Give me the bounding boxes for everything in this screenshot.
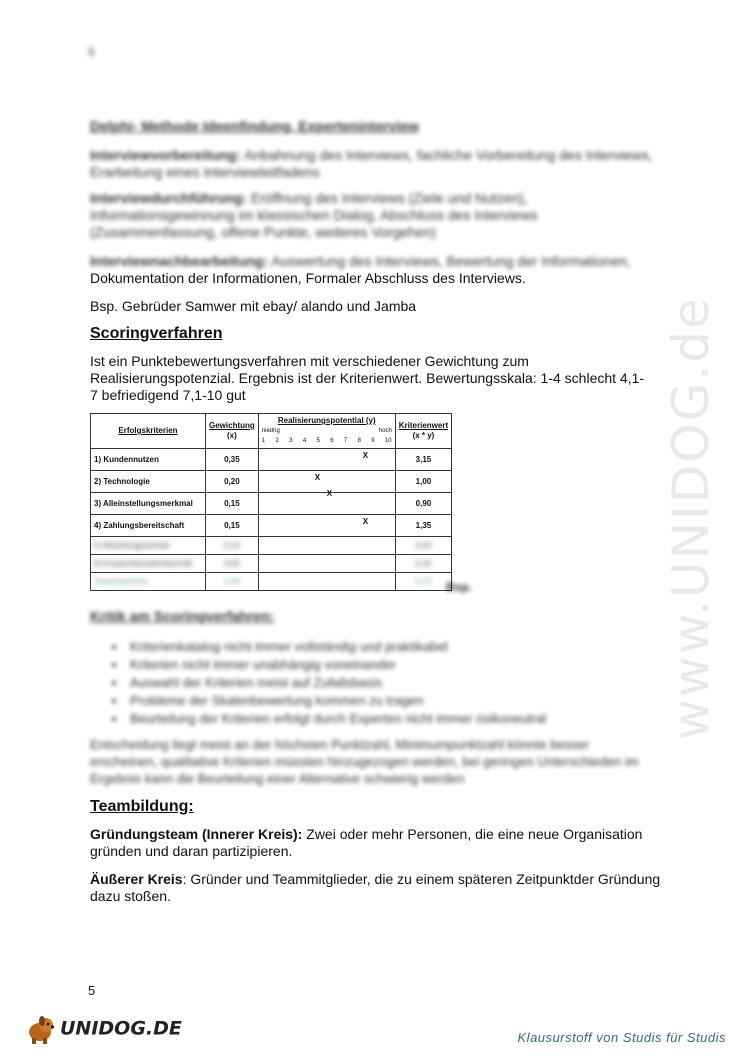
delphi-p2-text: Eröffnung des Interviews (Ziele und Nutzen), Informationsgewinnung im klassischen Dialog, Abschluss des Interviews (Zusammenfassung, offene Punkte, weiteres Vorgehen) [90, 190, 538, 240]
table-row-blurred [91, 537, 452, 555]
delphi-p2-label: Interviewdurchführung: [90, 190, 248, 206]
criterion-potential [258, 489, 395, 515]
criterion-value: 1,35 [395, 515, 451, 537]
footer-brand [24, 1012, 182, 1046]
footer-tagline: Klausurstoff von Studis für Studis [517, 1030, 726, 1045]
criterion-weight: 0,15 [206, 515, 259, 537]
table-row [91, 449, 452, 471]
list-item-text: Probleme der Skalenbewertung kommen zu tragen [130, 693, 424, 708]
col-header-gewichtung-sub: (x) [227, 431, 237, 440]
list-item [112, 656, 652, 674]
delphi-p3-label: Interviewnachbearbeitung: [90, 253, 269, 269]
scoring-heading: Scoringverfahren [90, 325, 223, 342]
col-header-gewichtung [206, 414, 259, 449]
bullet-icon [112, 645, 116, 649]
criterion-potential [258, 537, 395, 555]
criterion-weight: 0,20 [206, 471, 259, 493]
list-item [112, 710, 652, 728]
table-caption: Bsp. [446, 580, 473, 594]
bullet-icon [112, 663, 116, 667]
criterion-name: 4) Zahlungsbereitschaft [91, 515, 206, 537]
delphi-heading: Delphi- Methode Ideenfindung, Experteninterview [90, 118, 420, 134]
criterion-name: 6) Kooperationsbereitschaft [91, 555, 206, 573]
scale-numbers [262, 436, 392, 446]
list-item [112, 674, 652, 692]
scale-number: 4 [302, 438, 307, 444]
criterion-potential [258, 555, 395, 573]
delphi-paragraph-3 [90, 253, 650, 287]
scale-number: 7 [343, 438, 348, 444]
team-paragraph-2 [90, 871, 670, 905]
criterion-value: 0,90 [395, 493, 451, 515]
list-item-text: Auswahl der Kriterien meist auf Zufallsbasis [130, 675, 383, 690]
team-p1-label: Gründungsteam (Innerer Kreis): [90, 826, 303, 842]
kritik-list [112, 638, 652, 728]
list-item [112, 692, 652, 710]
scoring-table-body [91, 449, 452, 537]
criterion-weight: 0,15 [206, 493, 259, 515]
criterion-potential [258, 515, 395, 537]
criterion-weight: 0,05 [206, 555, 259, 573]
col-header-kriterien-label: Erfolgskriterien [118, 426, 178, 435]
delphi-p3-text-blurred: Auswertung des Interviews, Bewertung der Informationen, [271, 253, 631, 269]
team-p2-label: Äußerer Kreis [90, 871, 183, 887]
score-mark: X [326, 489, 333, 498]
criterion-value: 3,15 [395, 449, 451, 471]
criterion-name: 2) Technologie [91, 471, 206, 493]
page-number-top: 5 [88, 45, 95, 59]
delphi-paragraph-2 [90, 190, 560, 241]
delphi-p1-text: Anbahnung des Interviews, fachliche Vorbereitung des Interviews, Erarbeitung eines Interviewleitfadens [90, 147, 653, 180]
scale-high-label: hoch [378, 428, 392, 434]
score-mark: X [314, 473, 321, 482]
criterion-weight: 0,35 [206, 449, 259, 471]
kritik-paragraph: Entscheidung liegt meist an der höchsten Punktzahl, Minimumpunktzahl könnte besser erscheinen, qualitative Kriterien müssten hinzugezogen werden, bei geringen Unterschieden im Ergebnis kann die Beurteilung einer Alternative schwierig werden [90, 737, 639, 786]
list-item-text: Beurteilung der Kriterien erfolgt durch Experten nicht immer risikoneutral [130, 711, 547, 726]
scale-number: 5 [316, 438, 320, 444]
criterion-name: 5) Marketingpotential [91, 537, 206, 555]
scale-number: 10 [384, 438, 392, 444]
criterion-name: 1) Kundennutzen [91, 449, 206, 471]
list-item-text: Kriterienkatalog nicht immer vollständig und praktikabel [130, 639, 448, 654]
team-paragraph-1 [90, 826, 670, 860]
scoring-table-blurred-body [91, 537, 452, 591]
scale-number: 9 [371, 438, 375, 444]
scale-number: 1 [261, 438, 266, 444]
scale-number: 2 [275, 438, 279, 444]
delphi-p3-blurred [90, 253, 631, 270]
criterion-potential [258, 573, 395, 591]
table-row [91, 493, 452, 515]
scoring-table [90, 413, 452, 591]
col-header-potential [258, 414, 395, 449]
bullet-icon [112, 699, 116, 703]
col-header-gewichtung-label: Gewichtung [209, 421, 255, 430]
table-row [91, 515, 452, 537]
score-mark: X [362, 517, 369, 526]
criterion-value: 1,00 [395, 471, 451, 493]
criterion-weight: 0,10 [206, 537, 259, 555]
scale-low-label: niedrig [261, 428, 280, 434]
col-header-kriterienwert-label: Kriterienwert [398, 421, 449, 430]
scale-number: 6 [330, 438, 334, 444]
delphi-p1-label: Interviewvorbereitung: [90, 147, 241, 163]
col-header-kriterienwert [395, 414, 451, 449]
criterion-name: 3) Alleinstellungsmerkmal [91, 493, 206, 515]
team-p2-text: : Gründer und Teammitglieder, die zu einem späteren Zeitpunktder Gründung dazu stoßen. [90, 871, 661, 904]
watermark: www.UNIDOG.de [662, 296, 720, 740]
col-header-kriterienwert-sub: (x * y) [412, 431, 435, 440]
criterion-potential [258, 449, 395, 471]
table-row-blurred [91, 555, 452, 573]
criterion-value: 6,75 [395, 573, 451, 591]
col-header-kriterien [91, 414, 206, 449]
list-item [112, 638, 652, 656]
footer-brand-text: UNIDOG.DE [60, 1017, 182, 1040]
bullet-icon [112, 681, 116, 685]
scoring-table-wrapper [90, 413, 452, 591]
kritik-heading: Kritik am Scoringverfahren: [90, 608, 275, 624]
page-number-bottom: 5 [88, 983, 96, 998]
scale-number: 8 [357, 438, 361, 444]
delphi-example: Bsp. Gebrüder Samwer mit ebay/ alando und Jamba [90, 298, 417, 314]
dog-logo-icon [24, 1012, 58, 1046]
criterion-value: 0,15 [395, 555, 451, 573]
criterion-value: 0,20 [395, 537, 451, 555]
criterion-name: Gesamtsumme [91, 573, 206, 591]
list-item-text: Kriterien nicht immer unabhängig voneinander [130, 657, 396, 672]
scale-labels [262, 426, 392, 436]
scale-number: 3 [289, 438, 293, 444]
bullet-icon [112, 717, 116, 721]
col-header-potential-label: Realisierungspotential (y) [277, 416, 376, 425]
team-p1-text: Zwei oder mehr Personen, die eine neue Organisation gründen und daran partizipieren. [90, 826, 643, 859]
team-heading: Teambildung: [90, 798, 194, 815]
table-row-blurred [91, 573, 452, 591]
score-mark: X [362, 451, 369, 460]
scoring-intro: Ist ein Punktebewertungsverfahren mit verschiedener Gewichtung zum Realisierungspotenzial. Ergebnis ist der Kriterienwert. Bewertungsskala: 1-4 schlecht 4,1-7 befriedigend 7,1-10 gut [90, 353, 645, 403]
delphi-paragraph-1 [90, 147, 660, 181]
criterion-weight: 1,00 [206, 573, 259, 591]
delphi-p3-text-clear: Dokumentation der Informationen, Formaler Abschluss des Interviews. [90, 270, 526, 286]
table-row [91, 471, 452, 493]
